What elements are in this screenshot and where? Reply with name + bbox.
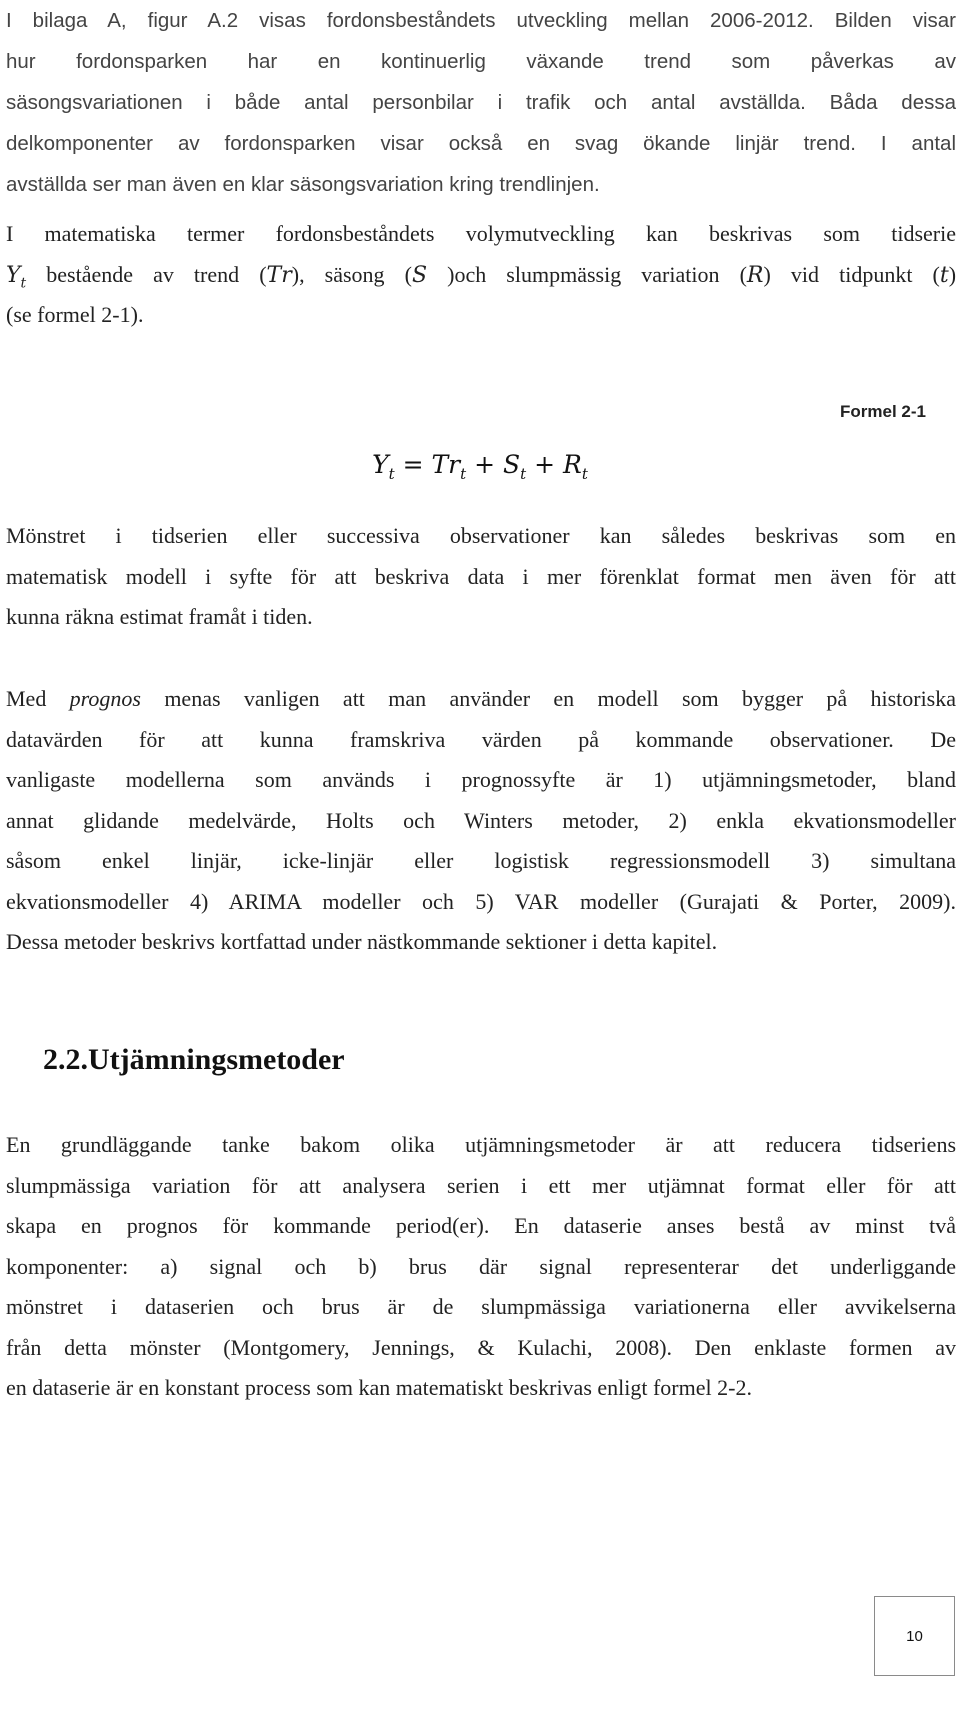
text-line: datavärden för att kunna framskriva värden på kommande observationer. De xyxy=(6,726,956,752)
text-line: från detta mönster (Montgomery, Jennings, & Kulachi, 2008). Den enklaste formen av xyxy=(6,1334,956,1360)
text-line: En grundläggande tanke bakom olika utjämningsmetoder är att reducera tidseriens xyxy=(6,1132,956,1157)
text-line: delkomponenter av fordonsparken visar också en svag ökande linjär trend. I antal xyxy=(6,132,956,155)
text-line-with-math xyxy=(6,255,956,296)
formula-plus: + xyxy=(474,450,496,479)
paragraph-intro xyxy=(6,0,956,205)
formula-sub: t xyxy=(388,465,395,483)
text-line: slumpmässiga variation för att analysera serien i ett mer utjämnat format eller för att xyxy=(6,1172,956,1198)
text-line: (se formel 2-1). xyxy=(6,302,144,327)
formula-plus: + xyxy=(534,450,556,479)
text-fragment: menas vanligen att man använder en modell som bygger på historiska xyxy=(140,686,957,711)
math-Tr: Tr xyxy=(266,262,292,288)
formula-Tr: Tr xyxy=(431,450,461,479)
text-line: hur fordonsparken har en kontinuerlig växande trend som påverkas av xyxy=(6,50,956,73)
text-line: vanligaste modellerna som används i prognossyfte är 1) utjämningsmetoder, bland xyxy=(6,767,956,792)
math-t: t xyxy=(939,262,949,288)
text-line-with-italic xyxy=(6,679,956,720)
paragraph-smoothing xyxy=(6,1125,956,1409)
math-subscript-t: t xyxy=(20,274,27,291)
formula-sub: t xyxy=(581,465,588,483)
paragraph-prognosis xyxy=(6,679,956,963)
text-fragment: ), säsong ( xyxy=(291,261,412,287)
section-heading: 2.2.Utjämningsmetoder xyxy=(43,1043,345,1076)
formula-sub: t xyxy=(520,465,527,483)
text-line: en dataserie är en konstant process som kan matematiskt beskrivas enligt formel 2-2. xyxy=(6,1375,752,1400)
text-line: matematisk modell i syfte för att beskriva data i mer förenklat format men även för att xyxy=(6,563,956,589)
text-fragment: ) xyxy=(948,261,957,287)
text-fragment: )och slumpmässig variation ( xyxy=(427,261,747,287)
paragraph-time-series xyxy=(6,214,956,336)
formula-sub: t xyxy=(460,465,467,483)
formula-R: R xyxy=(563,450,582,479)
formula-2-1 xyxy=(0,450,960,483)
text-line: ekvationsmodeller 4) ARIMA modeller och 5) VAR modeller (Gurajati & Porter, 2009). xyxy=(6,888,956,914)
math-Y: Y xyxy=(6,262,21,288)
paragraph-pattern xyxy=(6,516,956,638)
text-line: såsom enkel linjär, icke-linjär eller logistisk regressionsmodell 3) simultana xyxy=(6,848,956,873)
text-line: säsongsvariationen i både antal personbilar i trafik och antal avställda. Båda dessa xyxy=(6,91,956,114)
text-line: Mönstret i tidserien eller successiva observationer kan således beskrivas som en xyxy=(6,523,956,548)
math-R: R xyxy=(746,262,764,288)
text-line: Dessa metoder beskrivs kortfattad under nästkommande sektioner i detta kapitel. xyxy=(6,929,718,954)
formula-label: Formel 2-1 xyxy=(840,402,926,421)
text-line: mönstret i dataserien och brus är de slumpmässiga variationerna eller avvikelserna xyxy=(6,1294,956,1319)
page-number: 10 xyxy=(906,1627,923,1645)
text-line: komponenter: a) signal och b) brus där signal representerar det underliggande xyxy=(6,1253,956,1279)
italic-term: prognos xyxy=(69,686,141,711)
text-line: I matematiska termer fordonsbeståndets volymutveckling kan beskrivas som tidserie xyxy=(6,221,956,246)
text-fragment: ) vid tidpunkt ( xyxy=(763,261,940,287)
text-line: skapa en prognos för kommande period(er). En dataserie anses bestå av minst två xyxy=(6,1213,956,1238)
formula-equals: = xyxy=(402,450,424,479)
text-line: avställda ser man även en klar säsongsvariation kring trendlinjen. xyxy=(6,173,600,196)
page-number-box xyxy=(874,1596,955,1676)
text-line: annat glidande medelvärde, Holts och Winters metoder, 2) enkla ekvationsmodeller xyxy=(6,807,956,833)
text-line: kunna räkna estimat framåt i tiden. xyxy=(6,604,313,629)
formula-Y: Y xyxy=(372,450,389,479)
text-fragment: bestående av trend ( xyxy=(26,261,267,287)
text-line: I bilaga A, figur A.2 visas fordonsbeståndets utveckling mellan 2006-2012. Bilden visar xyxy=(6,9,956,32)
math-S: S xyxy=(411,262,428,288)
text-fragment: Med xyxy=(6,686,70,711)
formula-S: S xyxy=(503,450,521,479)
